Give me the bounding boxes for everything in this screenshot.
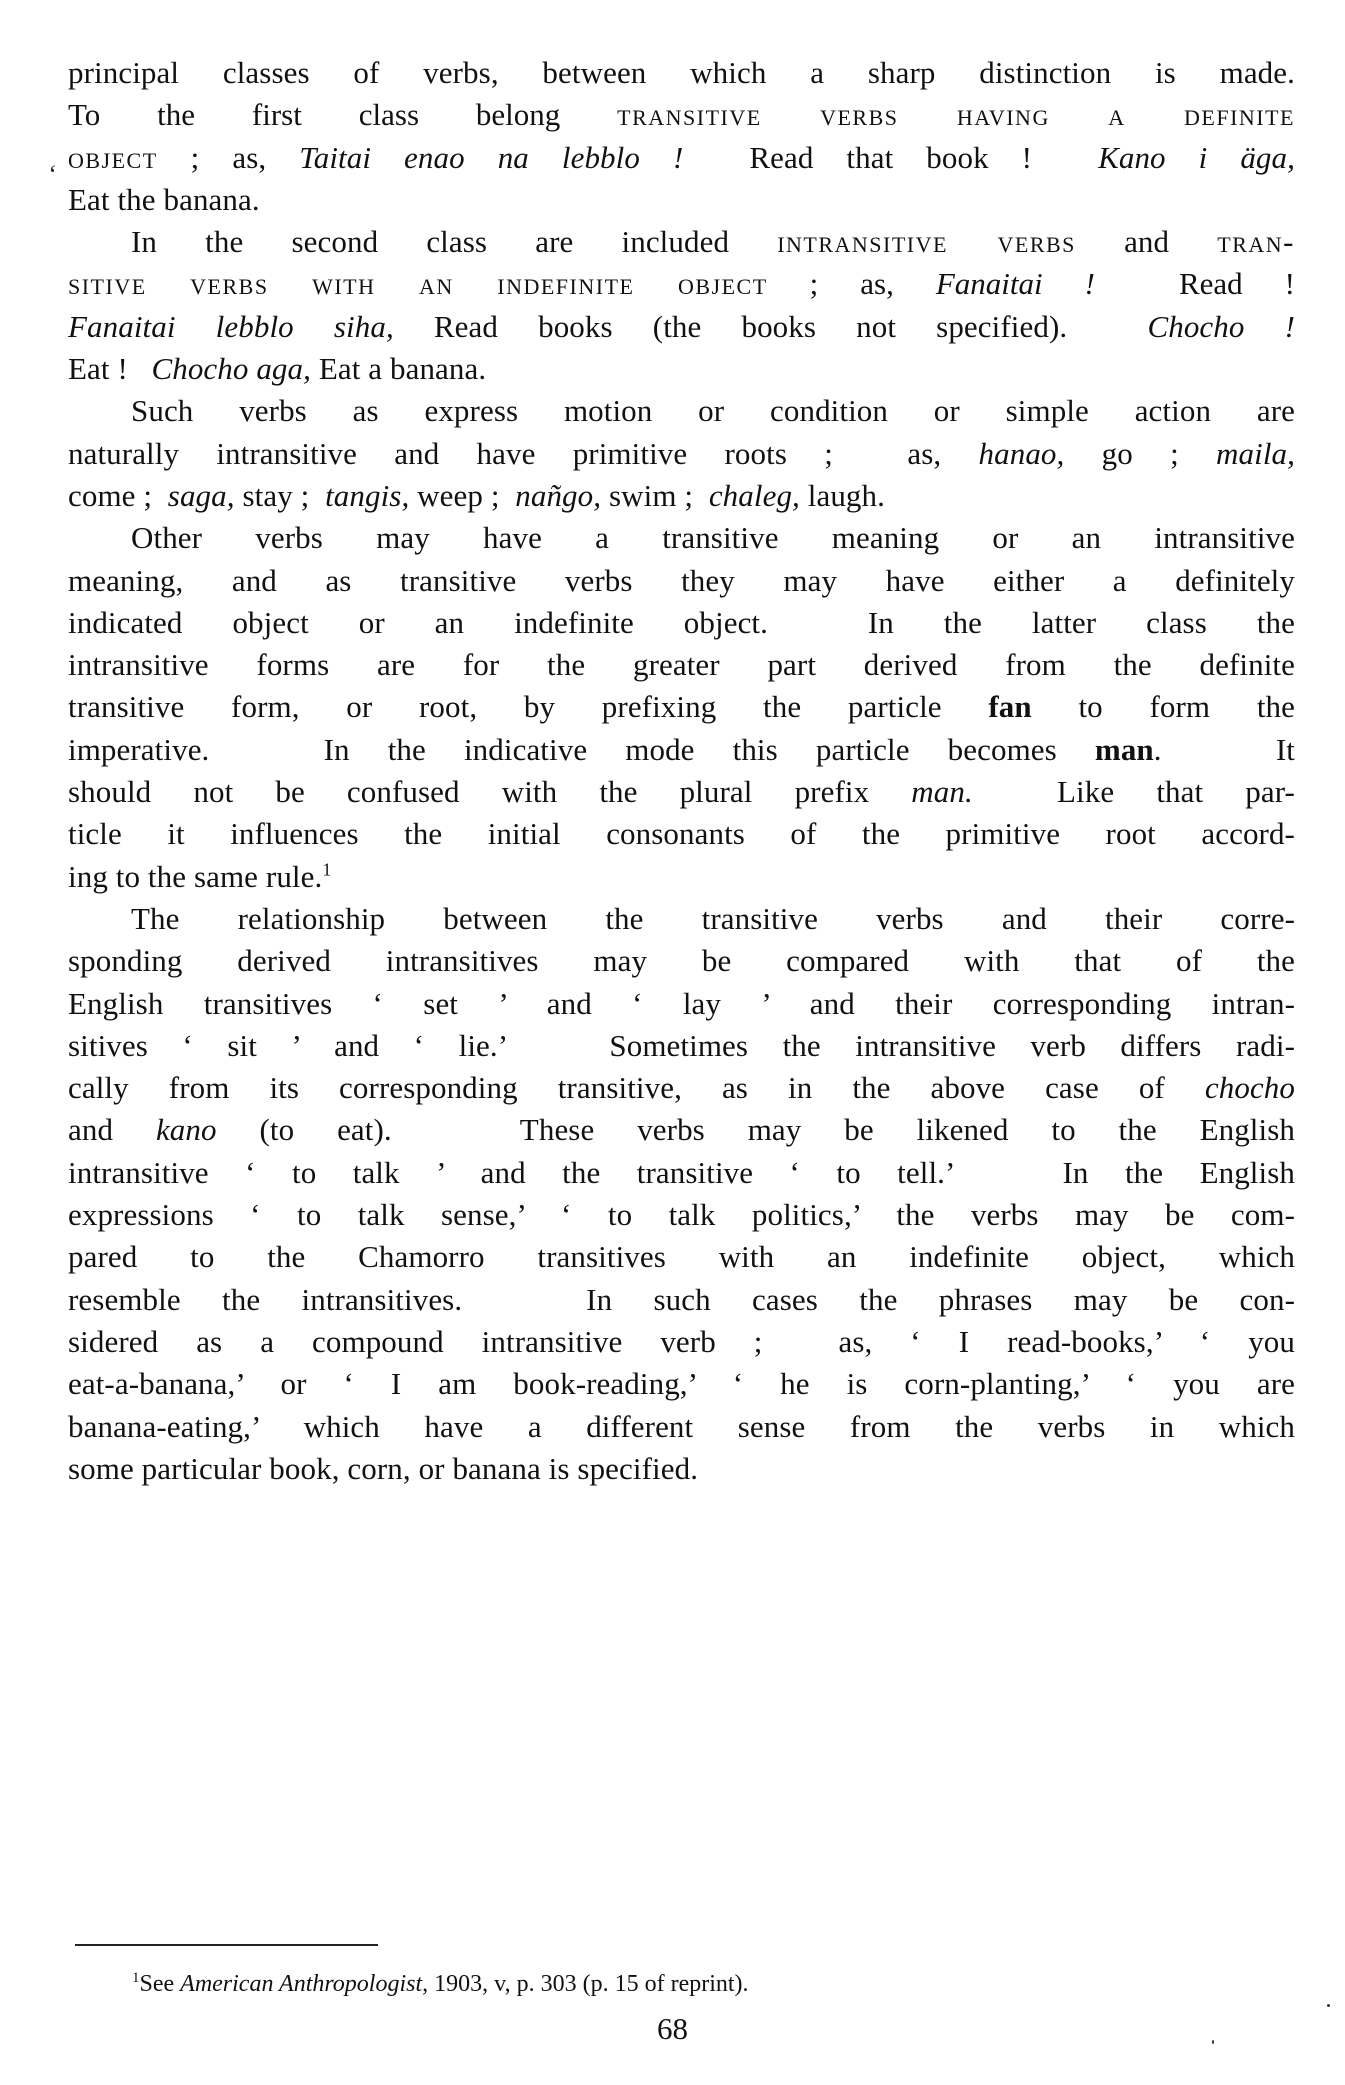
text-run: and — [1075, 224, 1218, 260]
text-line — [68, 560, 1295, 602]
text-line — [68, 94, 1295, 136]
text-run: swim ; — [601, 477, 709, 513]
text-run: (to eat). These verbs may be likened to the English — [216, 1112, 1295, 1148]
text-run: sitives ‘ sit ’ and ‘ lie.’ Sometimes the intransitive verb differs radi- — [68, 1027, 1295, 1063]
text-run: Other verbs may have a transitive meaning or an intransitive — [131, 520, 1295, 556]
text-line — [68, 1025, 1295, 1067]
italic-term: hanao, — [978, 435, 1065, 471]
bold-particle: fan — [988, 689, 1032, 725]
text-run: ; as, — [767, 266, 936, 302]
margin-mark: ‘ — [47, 160, 56, 189]
italic-term: Fanaitai ! — [935, 266, 1095, 302]
text-run: sidered as a compound intransitive verb ; as, ‘ I read-books,’ ‘ you — [68, 1323, 1295, 1359]
text-run: eat-a-banana,’ or ‘ I am book-reading,’ ‘ he is corn-planting,’ ‘ you are — [68, 1366, 1295, 1402]
text-line — [68, 729, 1295, 771]
bold-particle: man — [1094, 731, 1154, 767]
text-run: come ; — [68, 477, 168, 513]
text-run: meaning, and as transitive verbs they may have either a definitely — [68, 562, 1295, 598]
text-run: ; as, — [157, 139, 300, 175]
scan-speck — [1327, 2004, 1330, 2007]
text-run: Like that par- — [972, 774, 1295, 810]
text-run: intransitive ‘ to talk ’ and the transitive ‘ to tell.’ In the English — [68, 1154, 1295, 1190]
text-line — [68, 686, 1295, 728]
text-line — [68, 1067, 1295, 1109]
footnote-citation: 1903, v, p. 303 (p. 15 of reprint). — [428, 1971, 749, 1997]
text-run: intransitive forms are for the greater part derived from the definite — [68, 647, 1295, 683]
text-line — [68, 263, 1295, 305]
text-line — [68, 983, 1295, 1025]
text-line — [68, 602, 1295, 644]
italic-term: chocho — [1204, 1070, 1295, 1106]
text-run: Eat ! — [68, 351, 152, 387]
small-caps-term: intransitive verbs — [777, 224, 1076, 260]
italic-term: saga, — [167, 477, 235, 513]
text-run: English transitives ‘ set ’ and ‘ lay ’ and their corresponding intran- — [68, 985, 1295, 1021]
text-run: resemble the intransitives. In such cases the phrases may be con- — [68, 1281, 1295, 1317]
text-line — [68, 433, 1295, 475]
italic-term: Kano i äga, — [1098, 139, 1295, 175]
text-line — [68, 898, 1295, 940]
text-line — [68, 1321, 1295, 1363]
italic-term: Fanaitai lebblo siha, — [68, 308, 394, 344]
footnote-journal-title: American Anthropologist, — [180, 1971, 429, 1997]
text-line — [68, 475, 1295, 517]
text-run: some particular book, corn, or banana is specified. — [68, 1450, 699, 1486]
text-run: weep ; — [409, 477, 516, 513]
footnote — [132, 1966, 749, 2002]
text-run: transitive form, or root, by prefixing the particle — [68, 689, 989, 725]
text-line — [68, 1109, 1295, 1151]
text-run: pared to the Chamorro transitives with an indefinite object, which — [68, 1239, 1295, 1275]
text-run: . It — [1153, 731, 1295, 767]
small-caps-term: object — [68, 139, 158, 175]
small-caps-term: sitive verbs with an indefinite object — [68, 266, 768, 302]
text-line — [68, 940, 1295, 982]
text-line — [68, 137, 1295, 179]
text-run: cally from its corresponding transitive, as in the above case of — [68, 1070, 1205, 1106]
text-run: ticle it influences the initial consonants of the primitive root accord- — [68, 816, 1295, 852]
text-run: principal classes of verbs, between which a sharp distinction is made. — [68, 55, 1295, 90]
small-caps-term: tran- — [1217, 224, 1295, 260]
text-line — [68, 1236, 1295, 1278]
italic-term: maila, — [1216, 435, 1295, 471]
text-run: Eat a banana. — [310, 351, 487, 387]
text-line — [68, 1448, 1295, 1490]
text-run: Read ! — [1094, 266, 1295, 302]
text-line — [68, 390, 1295, 432]
italic-term: man. — [911, 774, 973, 810]
text-line — [68, 1152, 1295, 1194]
page-number: 68 — [657, 2011, 688, 2046]
text-line — [68, 348, 1295, 390]
body-text — [68, 52, 1295, 1490]
text-run: stay ; — [234, 477, 326, 513]
footnote-rule — [75, 1944, 378, 1946]
text-run: sponding derived intransitives may be compared with that of the — [68, 943, 1295, 979]
text-line — [68, 1279, 1295, 1321]
small-caps-term: transitive verbs having a definite — [617, 97, 1295, 133]
text-line — [68, 1194, 1295, 1236]
text-line — [68, 856, 1295, 898]
text-line — [68, 179, 1295, 221]
italic-term: nañgo, — [515, 477, 602, 513]
text-line — [68, 306, 1295, 348]
italic-term: Taitai enao na lebblo ! — [299, 139, 684, 175]
italic-term: chaleg, — [708, 477, 800, 513]
text-run: go ; — [1064, 435, 1217, 471]
text-run: imperative. In the indicative mode this particle becomes — [68, 731, 1095, 767]
footnote-reference: 1 — [322, 859, 332, 880]
italic-term: Chocho aga, — [151, 351, 311, 387]
italic-term: Chocho ! — [1147, 308, 1295, 344]
text-run: The relationship between the transitive verbs and their corre- — [131, 900, 1295, 936]
text-run: Read that book ! — [683, 139, 1099, 175]
text-run: and — [68, 1112, 156, 1148]
scan-speck — [1212, 2040, 1214, 2044]
italic-term: kano — [155, 1112, 217, 1148]
text-run: To the first class belong — [68, 97, 618, 133]
text-run: to form the — [1031, 689, 1295, 725]
text-run: naturally intransitive and have primitive roots ; as, — [68, 435, 979, 471]
text-run: In the second class are included — [131, 224, 778, 260]
text-line — [68, 221, 1295, 263]
text-run: ing to the same rule. — [68, 858, 323, 894]
text-line — [68, 1406, 1295, 1448]
text-line — [68, 1363, 1295, 1405]
text-line — [68, 813, 1295, 855]
text-run: Such verbs as express motion or condition or simple action are — [131, 393, 1295, 429]
text-line — [68, 52, 1295, 94]
footnote-see: See — [139, 1971, 181, 1997]
text-run: indicated object or an indefinite object. In the latter class the — [68, 604, 1295, 640]
italic-term: tangis, — [325, 477, 410, 513]
text-run: should not be confused with the plural prefix — [68, 774, 912, 810]
text-line — [68, 644, 1295, 686]
text-line — [68, 517, 1295, 559]
text-run: banana-eating,’ which have a different sense from the verbs in which — [68, 1408, 1295, 1444]
text-run: expressions ‘ to talk sense,’ ‘ to talk politics,’ the verbs may be com- — [68, 1197, 1295, 1233]
text-run: Eat the banana. — [68, 181, 260, 217]
text-line — [68, 771, 1295, 813]
text-run: Read books (the books not specified). — [393, 308, 1148, 344]
text-run: laugh. — [799, 477, 885, 513]
footnote-marker: 1 — [132, 1970, 140, 1986]
